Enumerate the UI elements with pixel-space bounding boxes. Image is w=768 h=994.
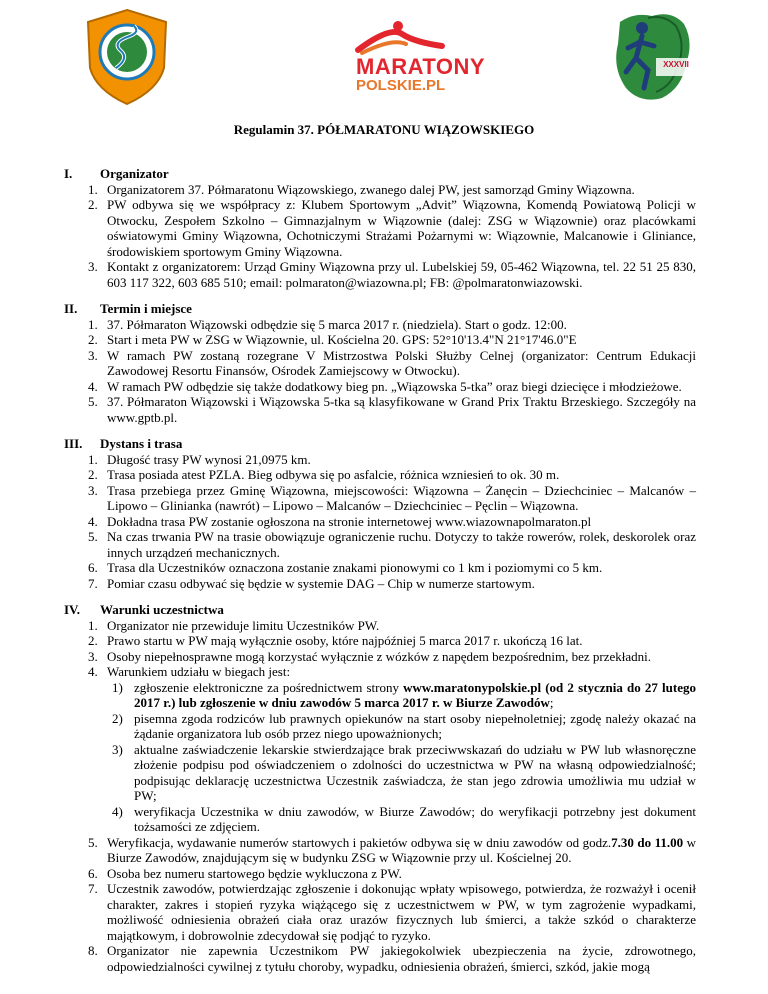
sub-item-text: pisemna zgoda rodziców lub prawnych opiekunów na start osoby niepełnoletniej; zgodę należy okazać na żądanie organizatora lub osób przez niego upoważnionych; — [134, 710, 696, 741]
list-item — [0, 664, 768, 680]
page-title: Regulamin 37. PÓŁMARATONU WIĄZOWSKIEGO — [233, 122, 535, 137]
item-number: 7. — [88, 881, 98, 896]
edition-badge: XXXVII — [663, 60, 689, 69]
section-number: II. — [64, 301, 78, 316]
item-text: Dokładna trasa PW zostanie ogłoszona na stronie internetowej www.wiazownapolmaraton.pl — [107, 513, 592, 529]
section-heading — [0, 436, 768, 452]
section-title: Dystans i trasa — [100, 436, 183, 451]
item-number: 3. — [88, 648, 98, 664]
item-text: Warunkiem udziału w biegach jest: — [107, 664, 291, 679]
sub-item-number: 2) — [112, 710, 123, 726]
list-item — [0, 618, 768, 634]
sub-list-item — [0, 711, 768, 742]
item-text: Na czas trwania PW na trasie obowiązuje ograniczenie ruchu. Dotyczy to także rowerów, rolek, deskorolek oraz innych urządzeń mechanicznych. — [107, 529, 696, 560]
section-number: IV. — [64, 602, 81, 617]
list-item — [0, 529, 768, 560]
item-number: 2. — [88, 332, 98, 347]
runner-swoosh-icon — [340, 20, 460, 56]
section-heading — [0, 166, 768, 182]
item-text: W ramach PW zostaną rozegrane V Mistrzostwa Polski Służby Celnej (organizator: Centrum Edukacji Zawodowej Resortu Finansów, Ośrodek Zamiejscowy w Otwocku). — [107, 347, 696, 378]
item-text: Prawo startu w PW mają wyłącznie osoby, które najpóźniej 5 marca 2017 r. ukończą 16 lat. — [107, 633, 583, 648]
item-number: 1. — [88, 617, 98, 633]
item-number: 3. — [88, 259, 98, 274]
item-text: Trasa przebiega przez Gminę Wiązowna, miejscowości: Wiązowna – Żanęcin – Dziechciniec – Malcanów – Lipowo – Glinianka (nawrót) – Lipowo – Malcanów – Dziechciniec – Pęclin – Wiązowna. — [107, 482, 696, 513]
sub-item-bold-text: www.maratonypolskie.pl (od 2 stycznia do 27 lutego 2017 r.) lub zgłoszenie w dniu zawodów 5 marca 2017 r. w Biurze Zawodów — [134, 679, 696, 710]
list-item — [0, 881, 768, 943]
brand-line-2: POLSKIE.PL — [356, 77, 446, 94]
list-item — [0, 182, 768, 198]
item-number: 4. — [88, 513, 98, 529]
sub-item-number: 1) — [112, 679, 123, 695]
list-item — [0, 866, 768, 882]
item-number: 4. — [88, 378, 98, 394]
section-heading — [0, 301, 768, 317]
item-text: Osoba bez numeru startowego będzie wykluczona z PW. — [107, 865, 402, 881]
item-number: 5. — [88, 394, 98, 409]
shield-badge-icon — [86, 8, 168, 106]
item-text: Organizator nie przewiduje limitu Uczestników PW. — [107, 617, 380, 633]
list-item — [0, 197, 768, 259]
section-number: I. — [64, 166, 73, 181]
item-number: 5. — [88, 529, 98, 544]
item-text: Długość trasy PW wynosi 21,0975 km. — [107, 451, 311, 467]
list-item — [0, 394, 768, 425]
item-number: 1. — [88, 316, 98, 332]
item-text: 37. Półmaraton Wiązowski odbędzie się 5 marca 2017 r. (niedziela). Start o godz. 12:00. — [107, 316, 567, 332]
section-warunki — [0, 602, 768, 974]
section-heading — [0, 602, 768, 618]
list-item — [0, 633, 768, 649]
item-text: Organizatorem 37. Półmaratonu Wiązowskiego, zwanego dalej PW, jest samorząd Gminy Wiązowna. — [107, 181, 635, 197]
list-item — [0, 379, 768, 395]
maratony-polskie-logo — [340, 20, 486, 100]
sub-list-item — [0, 804, 768, 835]
item-text: w Biurze Zawodów, znajdującym się w budynku ZSG w Wiązownie przy ul. Kościelnej 20. — [107, 834, 697, 865]
item-text: Trasa posiada atest PZLA. Bieg odbywa się po asfalcie, różnica wzniesień to ok. 30 m. — [107, 467, 560, 482]
item-text: Start i meta PW w ZSG w Wiązownie, ul. Kościelna 20. GPS: 52°10'13.4"N 21°17'46.0"E — [107, 332, 577, 347]
item-number: 1. — [88, 451, 98, 467]
item-number: 3. — [88, 347, 98, 363]
sub-item-text: ; — [549, 695, 554, 710]
runner-map-icon — [612, 8, 694, 104]
item-text: Pomiar czasu odbywać się będzie w systemie DAG – Chip w numerze startowym. — [107, 575, 535, 591]
item-text: Organizator nie zapewnia Uczestnikom PW jakiegokolwiek ubezpieczenia na życie, zdrowotnego, odpowiedzialności cywilnej z tytułu choroby, wypadku, odniesienia obrażeń, śmierci, szkód, jakie mogą — [107, 943, 696, 974]
item-number: 2. — [88, 197, 98, 212]
polmaraton-runner-logo — [612, 8, 694, 104]
list-item — [0, 514, 768, 530]
list-item — [0, 317, 768, 333]
list-item — [0, 943, 768, 974]
section-organizator — [0, 166, 768, 290]
sub-list-item — [0, 742, 768, 804]
section-title: Organizator — [100, 166, 169, 181]
list-item — [0, 483, 768, 514]
list-item — [0, 348, 768, 379]
section-dystans — [0, 436, 768, 591]
item-number: 6. — [88, 865, 98, 881]
list-item — [0, 332, 768, 348]
list-item — [0, 576, 768, 592]
section-termin — [0, 301, 768, 425]
section-title: Warunki uczestnictwa — [100, 602, 224, 617]
sub-list-item — [0, 680, 768, 711]
sub-item-number: 4) — [112, 803, 123, 819]
brand-line-1: MARATONY — [356, 54, 486, 79]
list-item — [0, 259, 768, 290]
item-text: Trasa dla Uczestników oznaczona zostanie znakami pionowymi co 1 km i poziomymi co 5 km. — [107, 560, 603, 575]
list-item — [0, 452, 768, 468]
item-number: 2. — [88, 467, 98, 482]
item-text: 37. Półmaraton Wiązowski i Wiązowska 5-tka są klasyfikowane w Grand Prix Traktu Brzeskiego. Szczegóły na www.gptb.pl. — [107, 394, 696, 425]
item-text: Uczestnik zawodów, potwierdzając zgłoszenie i dokonując wpłaty wpisowego, potwierdza, że rozważył i ocenił charakter, zakres i stopień ryzyka wiążącego się z uczestnictwem w PW, w tym zagrożenie wypadkami, możliwość odniesienia obrażeń ciała oraz urazów fizycznych lub śmierci, a także szkód o charakterze majątkowym, i dobrowolnie zdecydował się podjąć to ryzyko. — [107, 881, 696, 943]
item-number: 4. — [88, 664, 98, 679]
item-text: Osoby niepełnosprawne mogą korzystać wyłącznie z wózków z napędem bezpośrednim, bez przekładni. — [107, 648, 651, 664]
section-title: Termin i miejsce — [100, 301, 192, 316]
item-number: 6. — [88, 560, 98, 575]
sub-item-text: weryfikacja Uczestnika w dniu zawodów, w Biurze Zawodów; do weryfikacji potrzebny jest dokument tożsamości ze zdjęciem. — [134, 803, 696, 834]
item-bold-text: 7.30 do 11.00 — [611, 834, 684, 850]
item-text: W ramach PW odbędzie się także dodatkowy bieg pn. „Wiązowska 5-tka” oraz biegi dziecięce i młodzieżowe. — [107, 378, 682, 394]
item-number: 7. — [88, 575, 98, 591]
item-text: Weryfikacja, wydawanie numerów startowych i pakietów odbywa się w dniu zawodów od godz. — [107, 834, 612, 850]
list-item — [0, 560, 768, 576]
sub-item-text: zgłoszenie elektroniczne za pośrednictwem strony — [134, 679, 404, 695]
item-number: 3. — [88, 482, 98, 498]
item-number: 2. — [88, 633, 98, 648]
page-header — [0, 0, 768, 110]
document-body — [0, 166, 768, 985]
list-item — [0, 467, 768, 483]
sub-item-text: aktualne zaświadczenie lekarskie stwierdzające brak przeciwwskazań do udziału w PW lub własnoręczne złożenie podpisu pod oświadczeniem o zdolności do uczestnictwa w PW na własną odpowiedzialność; podpisując deklarację uczestnictwa Uczestnik zaświadcza, że stan jego zdrowia umożliwia mu udział w PW; — [134, 741, 696, 803]
list-item — [0, 649, 768, 665]
item-text: Kontakt z organizatorem: Urząd Gminy Wiązowna przy ul. Lubelskiej 59, 05-462 Wiązowna, tel. 22 51 25 830, 603 117 322, 603 685 510; email: polmaraton@wiazowna.pl; FB: @polmaratonwiazowski. — [107, 259, 696, 290]
list-item — [0, 835, 768, 866]
item-number: 5. — [88, 834, 98, 850]
item-number: 8. — [88, 943, 98, 958]
section-number: III. — [64, 436, 83, 451]
item-text: PW odbywa się we współpracy z: Klubem Sportowym „Advit” Wiązowna, Komendą Powiatową Policji w Otwocku, Zespołem Szkolno – Gimnazjalnym w Wiązownie (dalej: ZSG w Wiązownie) oraz placówkami oświatowymi Gminy Wiązowna, Ochotniczymi Strażami Pożarnymi w: Wiązownie, Malcanowie i Gliniance, środowiskiem sportowym Gminy Wiązowna. — [107, 197, 696, 259]
sub-item-number: 3) — [112, 741, 123, 757]
item-number: 1. — [88, 181, 98, 197]
liga-wiazowska-logo — [86, 8, 168, 106]
